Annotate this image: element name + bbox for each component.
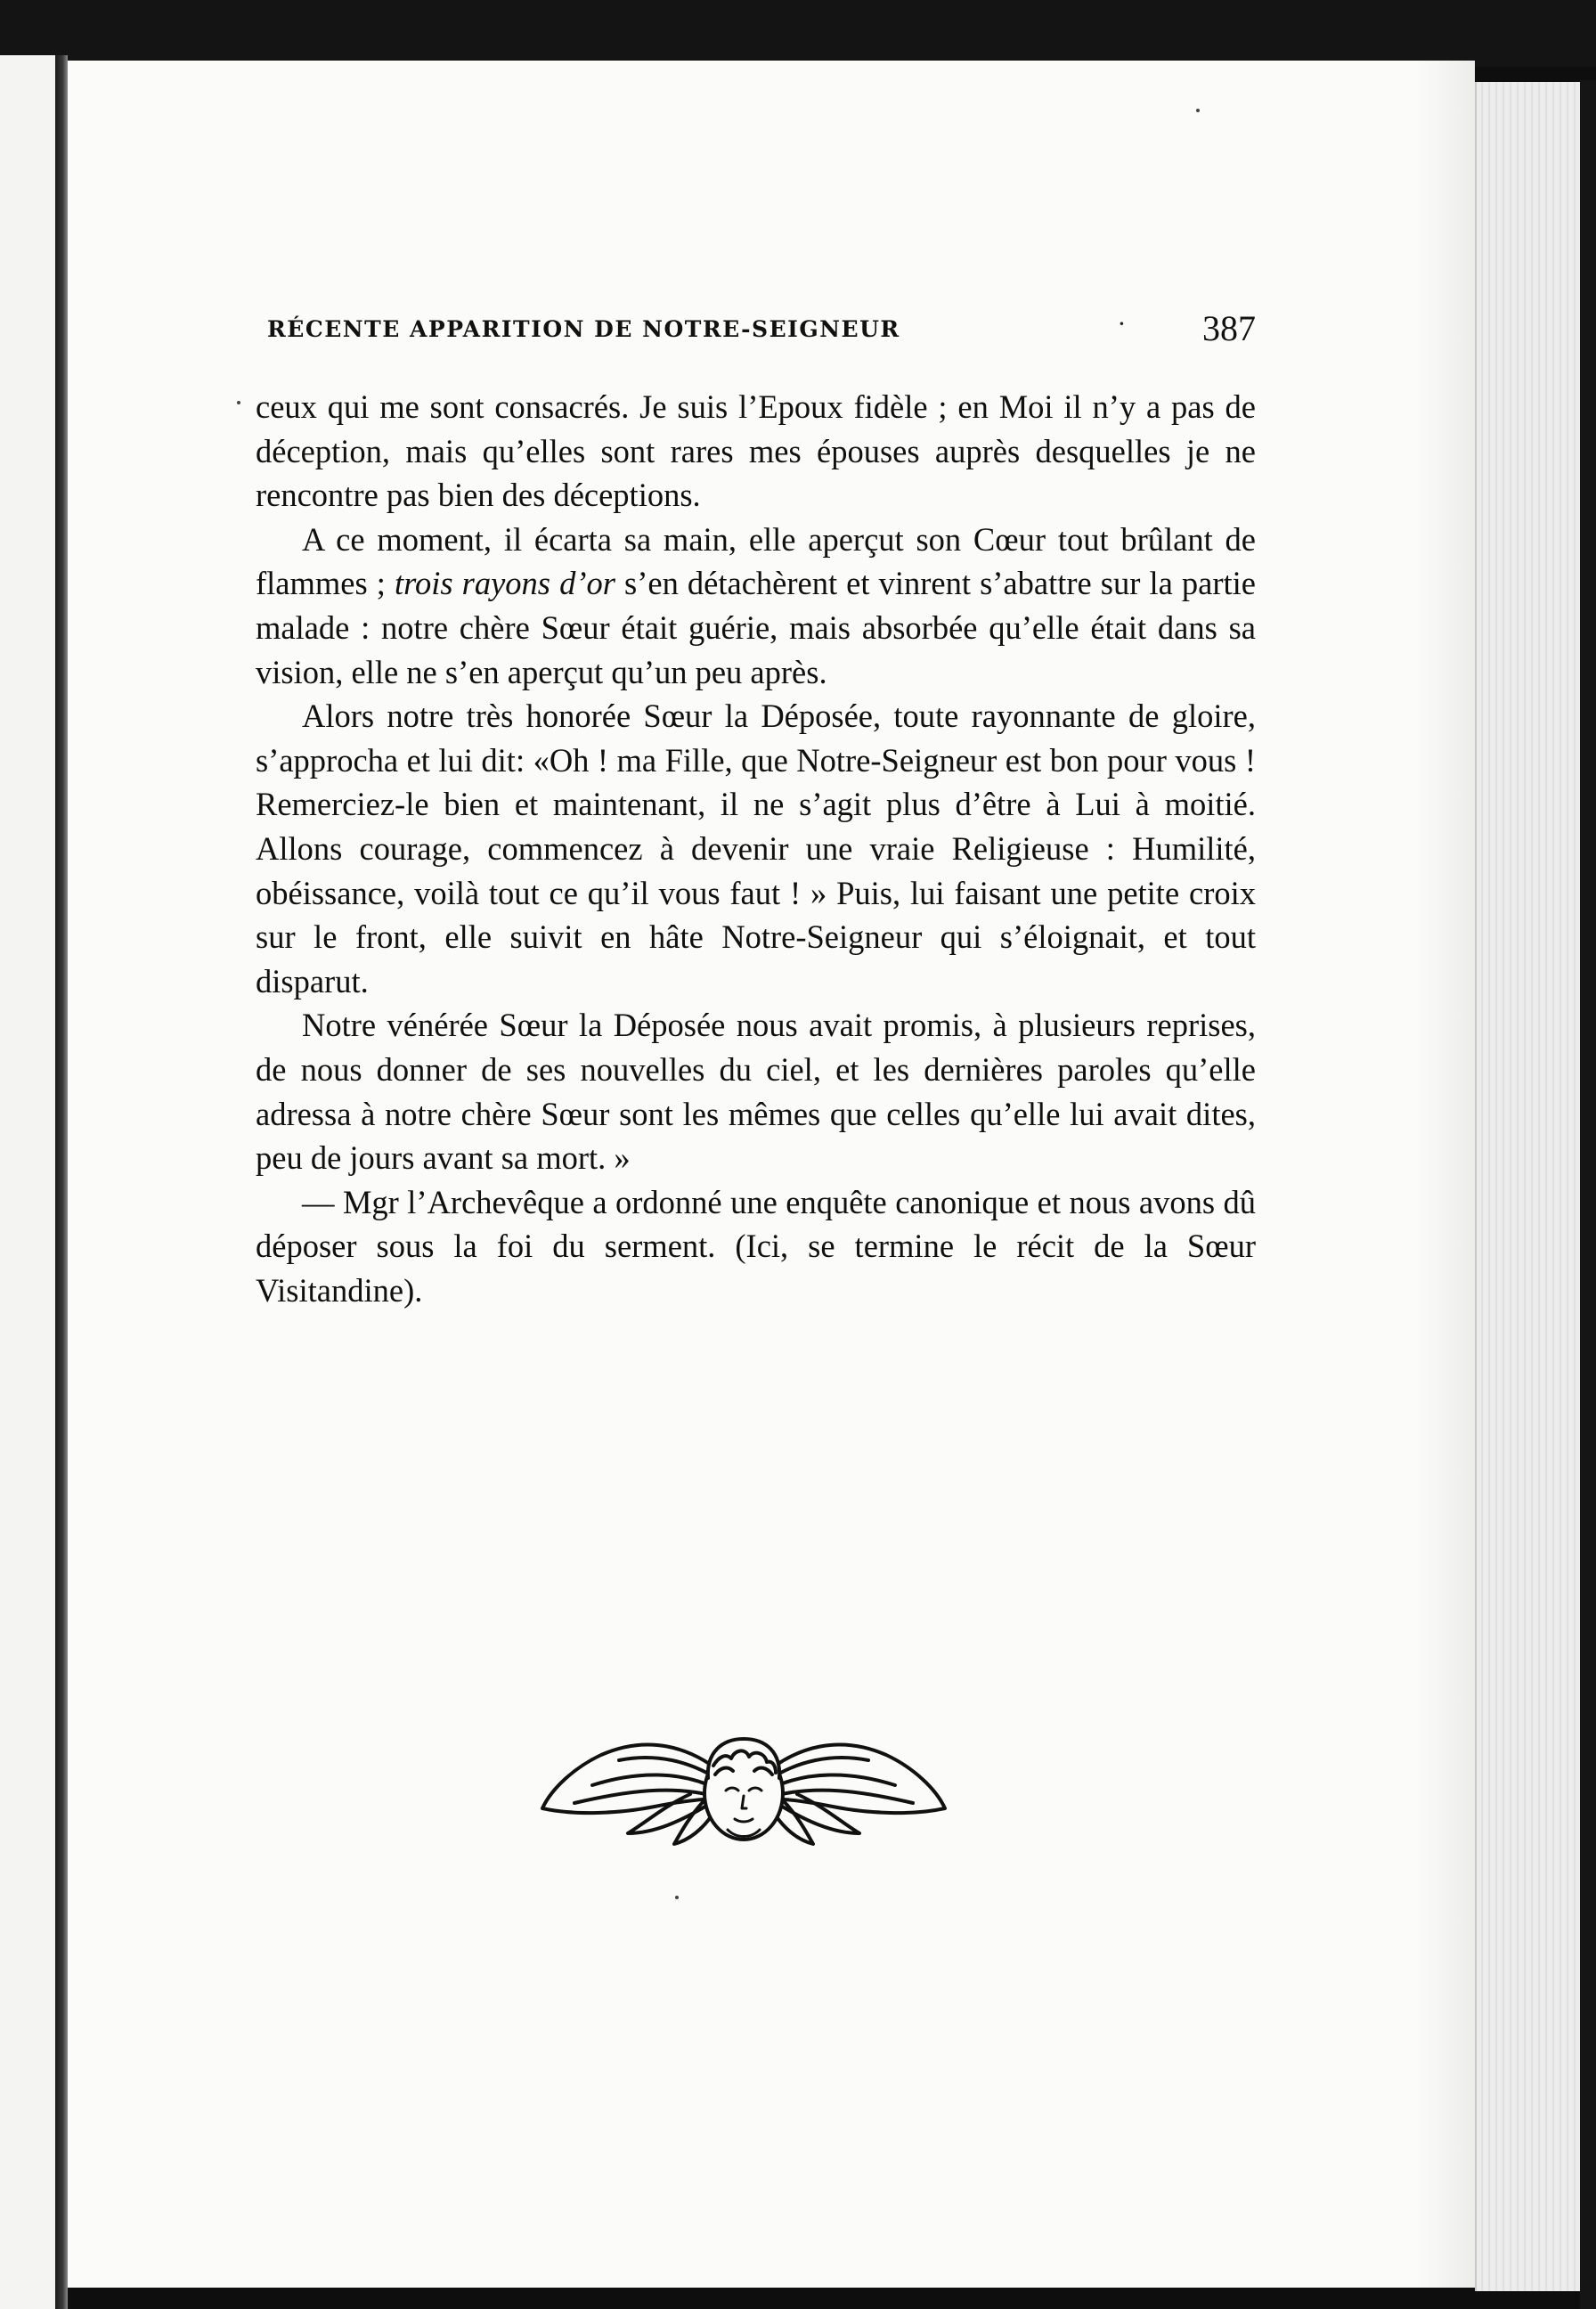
text-run: ceux qui me sont consacrés. Je suis l’Epoux fidèle ; en Moi il n’y a pas de déception, mais qu’elles sont rares mes épouses auprès desquelles je ne rencontre pas bien des déceptions. (256, 388, 1256, 514)
page-edge-shade (1416, 61, 1475, 2288)
paragraph (256, 385, 1256, 518)
previous-page-edge (0, 55, 57, 2309)
text-run: A ce moment, il écarta sa main, elle aperçut son Cœur tout brûlant de flammes ; (256, 520, 1256, 602)
paragraph (256, 1180, 1256, 1313)
stray-mark (237, 401, 240, 404)
paragraph (256, 518, 1256, 694)
paragraph (256, 1003, 1256, 1179)
body-text (256, 385, 1256, 1312)
winged-cherub-head-icon (539, 1709, 949, 1856)
scan-background-right (1580, 80, 1596, 2309)
italic-text: trois rayons d’or (394, 565, 615, 602)
gutter-shadow (55, 55, 68, 2309)
scan-background-top (0, 0, 1596, 67)
text-run: — Mgr l’Archevêque a ordonné une enquête canonique et nous avons dû déposer sous la foi du serment. (Ici, se termine le récit de la Sœur Visitandine). (256, 1183, 1256, 1309)
text-run: Alors notre très honorée Sœur la Déposée, toute rayonnante de gloire, s’approcha et lui dit: «Oh ! ma Fille, que Notre-Seigneur est bon pour vous ! Remerciez-le bien et maintenant, il ne s’agit plus d’être à Lui à moitié. Allons courage, commencez à devenir une vraie Religieuse : Humilité, obéissance, voilà tout ce qu’il vous faut ! » Puis, lui faisant une petite croix sur le front, elle suivit en hâte Notre-Seigneur qui s’éloignait, et tout disparut. (256, 698, 1256, 999)
running-title: RÉCENTE APPARITION DE NOTRE-SEIGNEUR (267, 316, 900, 342)
page-number: 387 (1202, 308, 1256, 348)
text-run: Notre vénérée Sœur la Déposée nous avait promis, à plusieurs reprises, de nous donner de ses nouvelles du ciel, et les dernières paroles qu’elle adressa à notre chère Sœur sont les mêmes que celles qu’elle lui avait dites, peu de jours avant sa mort. » (256, 1007, 1256, 1177)
stray-mark (675, 1896, 679, 1899)
text-run: s’en détachèrent et vinrent s’abattre sur la partie malade : notre chère Sœur était guérie, mais absorbée qu’elle était dans sa vision, elle ne s’en aperçut qu’un peu après. (256, 565, 1256, 690)
book-fore-edge (1475, 82, 1582, 2291)
stray-mark (1196, 109, 1200, 112)
running-head (267, 307, 1256, 354)
paragraph (256, 694, 1256, 1003)
stray-dot: · (1118, 309, 1126, 339)
